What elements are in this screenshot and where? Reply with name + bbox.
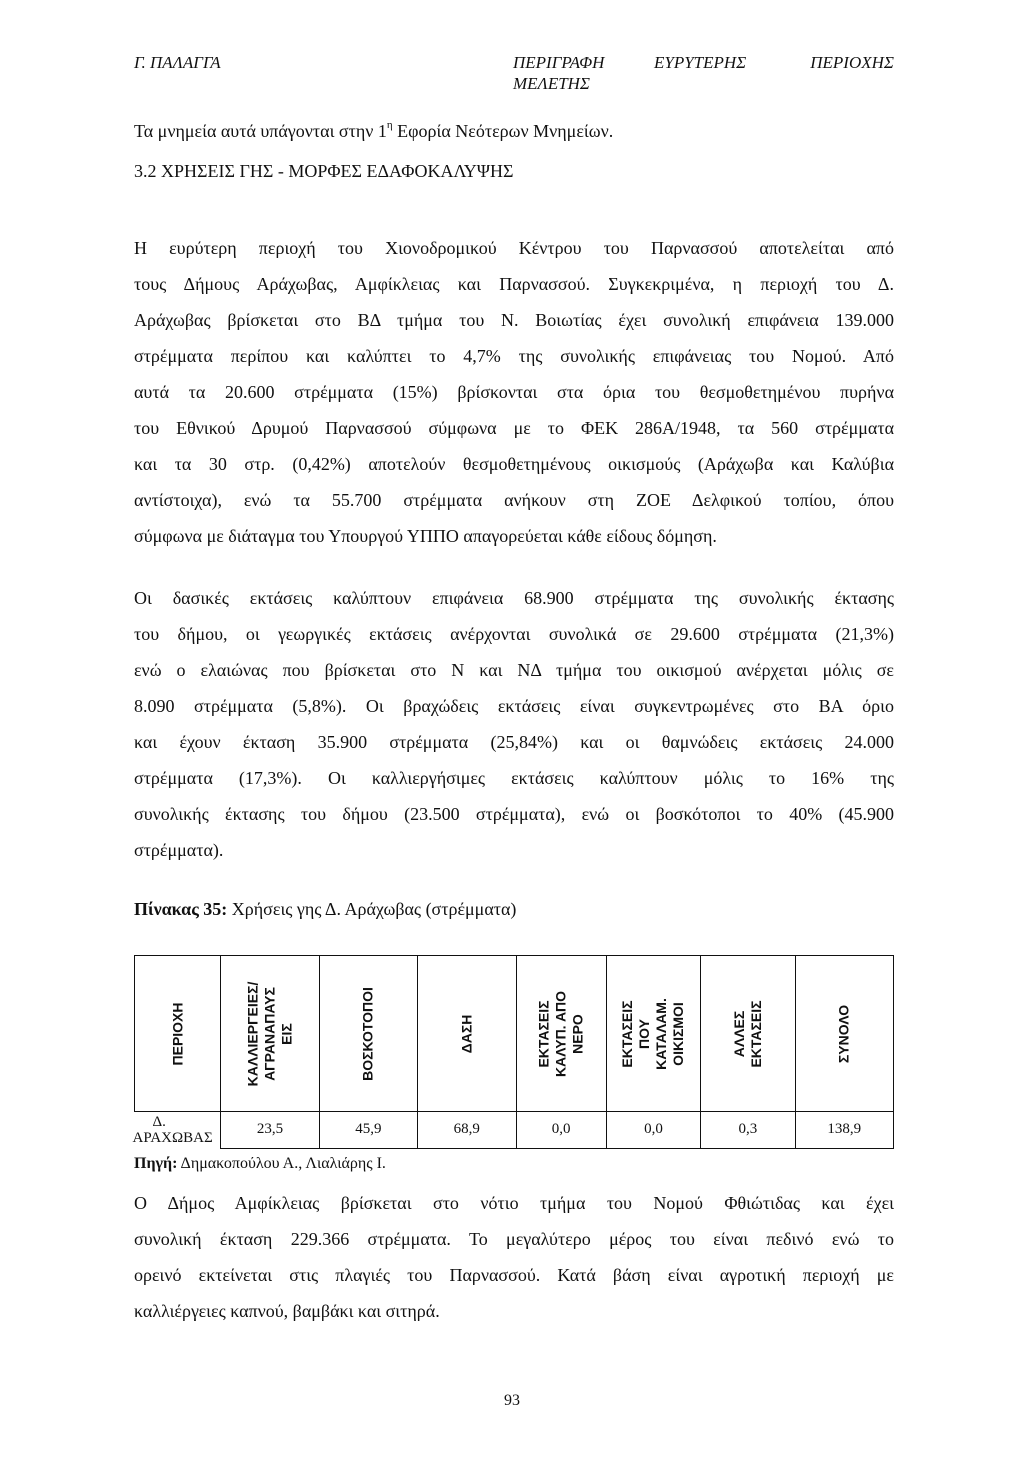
paragraph-1-line: σύμφωνα με διάταγμα του Υπουργού ΥΠΠΟ απαγορεύεται κάθε είδους δόμηση. bbox=[134, 526, 717, 546]
table-caption-label: Πίνακας 35: bbox=[134, 899, 228, 919]
header-region: ΠΕΡΙΟΧΗ bbox=[169, 1001, 186, 1066]
paragraph-3-line: Ο Δήμος Αμφίκλειας βρίσκεται στο νότιο τμήμα του Νομού Φθιώτιδας και έχει bbox=[134, 1193, 894, 1213]
page-number: 93 bbox=[504, 1392, 520, 1409]
header-cell bbox=[135, 956, 221, 1112]
paragraph-3 bbox=[134, 1185, 894, 1329]
header-title-part1b: ΜΕΛΕΤΗΣ bbox=[513, 74, 591, 93]
header-cell bbox=[516, 956, 606, 1112]
header-title-part1: ΠΕΡΙΓΡΑΦΗ bbox=[513, 53, 605, 72]
header-total: ΣΥΝΟΛΟ bbox=[835, 1004, 852, 1063]
header-cell bbox=[795, 956, 893, 1112]
paragraph-1-line: αυτά τα 20.600 στρέμματα (15%) βρίσκονται στα όρια του θεσμοθετημένου πυρήνα bbox=[134, 382, 894, 402]
header-author: Γ. ΠΑΛΑΓΓΑ bbox=[134, 53, 221, 72]
table-source bbox=[134, 1155, 386, 1173]
header-cell bbox=[701, 956, 795, 1112]
intro-before: Τα μνημεία αυτά υπάγονται στην 1 bbox=[134, 121, 387, 141]
running-header bbox=[134, 53, 894, 103]
paragraph-1-line: και τα 30 στρ. (0,42%) αποτελούν θεσμοθετημένους οικισμούς (Αράχωβα και Καλύβια bbox=[134, 454, 894, 474]
paragraph-2-line: και έχουν έκταση 35.900 στρέμματα (25,84%) και οι θαμνώδεις εκτάσεις 24.000 bbox=[134, 732, 894, 752]
section-heading-text: 3.2 ΧΡΗΣΕΙΣ ΓΗΣ - ΜΟΡΦΕΣ ΕΔΑΦΟΚΑΛΥΨΗΣ bbox=[134, 161, 514, 181]
paragraph-1-line: του Εθνικού Δρυμού Παρνασσού σύμφωνα με το ΦΕΚ 286Α/1948, τα 560 στρέμματα bbox=[134, 418, 894, 438]
header-other-areas: ΑΛΛΕΣ ΕΚΤΑΣΕΙΣ bbox=[730, 999, 764, 1068]
paragraph-1-line: στρέμματα περίπου και καλύπτει το 4,7% της συνολικής επιφάνειας του Νομού. Από bbox=[134, 346, 894, 366]
section-heading bbox=[134, 153, 894, 189]
table-caption-text: Χρήσεις γης Δ. Αράχωβας (στρέμματα) bbox=[227, 899, 517, 919]
header-forests: ΔΑΣΗ bbox=[458, 1014, 475, 1053]
header-title-part2: ΕΥΡΥΤΕΡΗΣ bbox=[654, 53, 747, 72]
value-cell: 0,0 bbox=[606, 1112, 700, 1149]
header-settlements: ΕΚΤΑΣΕΙΣ ΠΟΥ ΚΑΤΑΛΑΜ. ΟΙΚΙΣΜΟΙ bbox=[619, 997, 687, 1070]
intro-after: Εφορία Νεότερων Μνημείων. bbox=[392, 121, 614, 141]
table-row bbox=[135, 1112, 894, 1149]
paragraph-3-line: ορεινό εκτείνεται στις πλαγιές του Παρνασσού. Κατά βάση είναι αγροτική περιοχή με bbox=[134, 1265, 894, 1285]
header-cell bbox=[221, 956, 319, 1112]
header-water-areas: ΕΚΤΑΣΕΙΣ ΚΑΛΥΠ. ΑΠΟ ΝΕΡΟ bbox=[535, 990, 586, 1077]
header-cell bbox=[418, 956, 516, 1112]
paragraph-2-line: του δήμου, οι γεωργικές εκτάσεις ανέρχονται συνολικά σε 29.600 στρέμματα (21,3%) bbox=[134, 624, 894, 644]
header-pastures: ΒΟΣΚΟΤΟΠΟΙ bbox=[359, 986, 376, 1081]
source-text: Δημακοπούλου Α., Λιαλιάρης Ι. bbox=[177, 1155, 386, 1172]
paragraph-3-line: καλλιέργειες καπνού, βαμβάκι και σιτηρά. bbox=[134, 1301, 440, 1321]
paragraph-1 bbox=[134, 230, 894, 554]
paragraph-1-line: Αράχωβας βρίσκεται στο ΒΔ τμήμα του Ν. Βοιωτίας έχει συνολική επιφάνεια 139.000 bbox=[134, 310, 894, 330]
paragraph-2-line: στρέμματα). bbox=[134, 840, 224, 860]
value-cell: 23,5 bbox=[221, 1112, 319, 1149]
value-cell: 138,9 bbox=[795, 1112, 893, 1149]
paragraph-2-line: ενώ ο ελαιώνας που βρίσκεται στο Ν και ΝΔ τμήμα του οικισμού ανέρχεται μόλις σε bbox=[134, 660, 894, 680]
land-use-table bbox=[134, 955, 894, 1149]
paragraph-1-line: τους Δήμους Αράχωβας, Αμφίκλειας και Παρνασσού. Συγκεκριμένα, η περιοχή του Δ. bbox=[134, 274, 894, 294]
paragraph-3-line: συνολική έκταση 229.366 στρέμματα. Το μεγαλύτερο μέρος του είναι πεδινό ενώ το bbox=[134, 1229, 894, 1249]
paragraph-2-line: στρέμματα (17,3%). Οι καλλιεργήσιμες εκτάσεις καλύπτουν μόλις το 16% της bbox=[134, 768, 894, 788]
value-cell: 0,0 bbox=[516, 1112, 606, 1149]
paragraph-2-line: συνολικής έκτασης του δήμου (23.500 στρέμματα), ενώ οι βοσκότοποι το 40% (45.900 bbox=[134, 804, 894, 824]
paragraph-1-line: αντίστοιχα), ενώ τα 55.700 στρέμματα ανήκουν στη ΖΟΕ Δελφικού τοπίου, όπου bbox=[134, 490, 894, 510]
value-cell: 68,9 bbox=[418, 1112, 516, 1149]
table-caption bbox=[134, 899, 516, 920]
intro-sup: η bbox=[386, 119, 393, 131]
header-title-part3: ΠΕΡΙΟΧΗΣ bbox=[810, 53, 894, 72]
intro-line bbox=[134, 113, 894, 149]
region-cell: Δ. ΑΡΑΧΩΒΑΣ bbox=[135, 1112, 221, 1149]
table-header-row bbox=[135, 956, 894, 1112]
value-cell: 0,3 bbox=[701, 1112, 795, 1149]
header-cell bbox=[319, 956, 417, 1112]
header-cultivation: ΚΑΛΛΙΕΡΓΕΙΕΣ/ ΑΓΡΑΝΑΠΑΥΣ ΕΙΣ bbox=[244, 981, 295, 1086]
header-cell bbox=[606, 956, 700, 1112]
paragraph-2-line: Οι δασικές εκτάσεις καλύπτουν επιφάνεια 68.900 στρέμματα της συνολικής έκτασης bbox=[134, 588, 894, 608]
source-label: Πηγή: bbox=[134, 1155, 178, 1172]
value-cell: 45,9 bbox=[319, 1112, 417, 1149]
paragraph-2-line: 8.090 στρέμματα (5,8%). Οι βραχώδεις εκτάσεις είναι συγκεντρωμένες στο ΒΑ όριο bbox=[134, 696, 894, 716]
paragraph-2 bbox=[134, 580, 894, 868]
paragraph-1-line: Η ευρύτερη περιοχή του Χιονοδρομικού Κέντρου του Παρνασσού αποτελείται από bbox=[134, 238, 894, 258]
